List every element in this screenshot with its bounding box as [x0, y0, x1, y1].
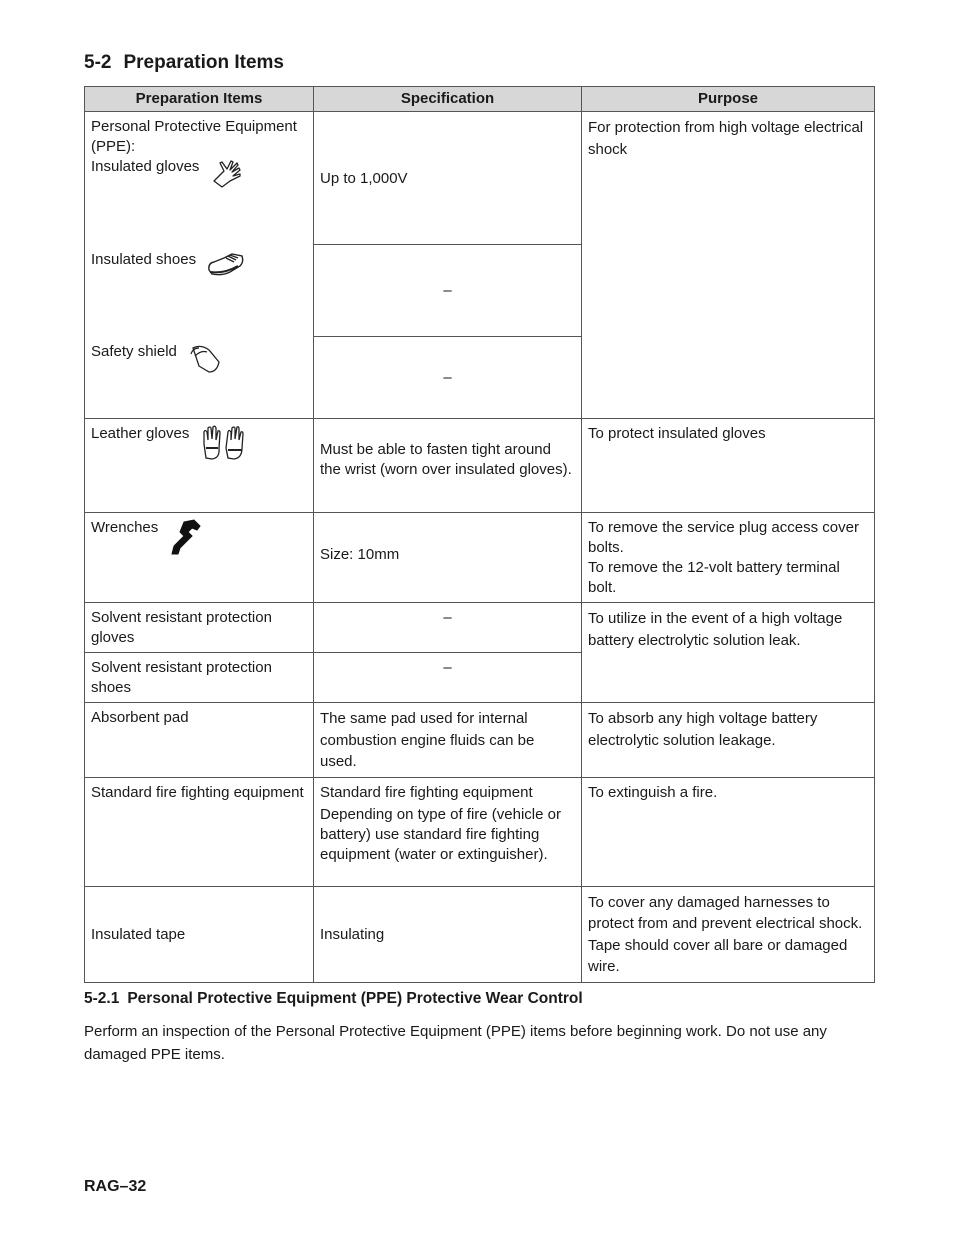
subsection-title — [84, 990, 583, 1008]
wrenches-spec: Size: 10mm — [314, 513, 582, 603]
solvent-gloves-label: Solvent resistant protection gloves — [85, 603, 314, 653]
ppe-shoes-block — [91, 250, 307, 284]
section-title-text: Preparation Items — [123, 52, 284, 73]
table-row-insulated-tape — [85, 886, 875, 982]
subsection-title-text: Personal Protective Equipment (PPE) Protective Wear Control — [127, 990, 583, 1007]
preparation-items-table — [84, 86, 875, 983]
ppe-purpose: For protection from high voltage electrical shock — [582, 112, 875, 419]
insulated-shoes-spec: – — [314, 245, 582, 337]
ppe-gloves-block — [91, 117, 307, 195]
wrenches-cell — [85, 513, 314, 603]
leather-gloves-label: Leather gloves — [91, 425, 190, 442]
insulated-shoes-label: Insulated shoes — [91, 251, 197, 268]
table-row-leather-gloves — [85, 419, 875, 513]
table-row-wrenches — [85, 513, 875, 603]
wrenches-purpose-2: To remove the 12-volt battery terminal bolt. — [588, 559, 840, 596]
wrenches-purpose-1: To remove the service plug access cover bolts. — [588, 519, 859, 556]
wrenches-purpose — [582, 513, 875, 603]
absorbent-pad-purpose: To absorb any high voltage battery electrolytic solution leakage. — [582, 703, 875, 778]
leather-gloves-spec: Must be able to fasten tight around the wrist (worn over insulated gloves). — [314, 419, 582, 513]
fire-fighting-spec — [314, 777, 582, 886]
table-row-absorbent-pad — [85, 703, 875, 778]
solvent-gloves-spec: – — [314, 603, 582, 653]
section-title — [84, 52, 284, 74]
insulated-gloves-spec: Up to 1,000V — [314, 112, 582, 245]
insulated-gloves-label: Insulated gloves — [91, 158, 200, 175]
leather-gloves-cell — [85, 419, 314, 513]
header-preparation-items: Preparation Items — [85, 87, 314, 112]
safety-shield-label: Safety shield — [91, 343, 177, 360]
solvent-purpose: To utilize in the event of a high voltage battery electrolytic solution leak. — [582, 603, 875, 703]
absorbent-pad-label: Absorbent pad — [85, 703, 314, 778]
wrench-icon — [164, 518, 204, 562]
insulated-tape-purpose: To cover any damaged harnesses to protect from and prevent electrical shock. Tape should cover all bare or damaged wire. — [582, 886, 875, 982]
safety-shield-icon — [187, 342, 223, 382]
page-number: RAG–32 — [84, 1178, 147, 1195]
table-header-row — [85, 87, 875, 112]
ppe-intro: Personal Protective Equipment (PPE): — [91, 118, 297, 155]
header-specification: Specification — [314, 87, 582, 112]
header-purpose: Purpose — [582, 87, 875, 112]
solvent-shoes-spec: – — [314, 653, 582, 703]
solvent-shoes-label: Solvent resistant protection shoes — [85, 653, 314, 703]
table-row-ppe-gloves — [85, 112, 875, 245]
fire-fighting-purpose: To extinguish a fire. — [582, 777, 875, 886]
leather-gloves-purpose: To protect insulated gloves — [582, 419, 875, 513]
fire-fighting-spec-1: Standard fire fighting equipment — [320, 783, 533, 801]
table-row-solvent-gloves — [85, 603, 875, 653]
insulated-tape-label: Insulated tape — [85, 886, 314, 982]
table-row-fire-fighting — [85, 777, 875, 886]
insulated-glove-icon — [210, 157, 246, 195]
absorbent-pad-spec: The same pad used for internal combustion engine fluids can be used. — [314, 703, 582, 778]
subsection-body: Perform an inspection of the Personal Protective Equipment (PPE) items before beginning work. Do not use any damaged PPE items. — [84, 1023, 827, 1063]
insulated-shoe-icon — [206, 250, 246, 284]
fire-fighting-label: Standard fire fighting equipment — [85, 777, 314, 886]
insulated-tape-spec: Insulating — [314, 886, 582, 982]
subsection-number: 5-2.1 — [84, 990, 120, 1007]
wrenches-label: Wrenches — [91, 519, 159, 536]
ppe-shield-block — [91, 342, 307, 382]
section-number: 5-2 — [84, 52, 112, 73]
safety-shield-spec: – — [314, 337, 582, 419]
ppe-items-cell — [85, 112, 314, 419]
fire-fighting-spec-2: Depending on type of fire (vehicle or battery) use standard fire fighting equipment (water or extinguisher). — [320, 805, 561, 863]
leather-gloves-icon — [200, 424, 246, 468]
